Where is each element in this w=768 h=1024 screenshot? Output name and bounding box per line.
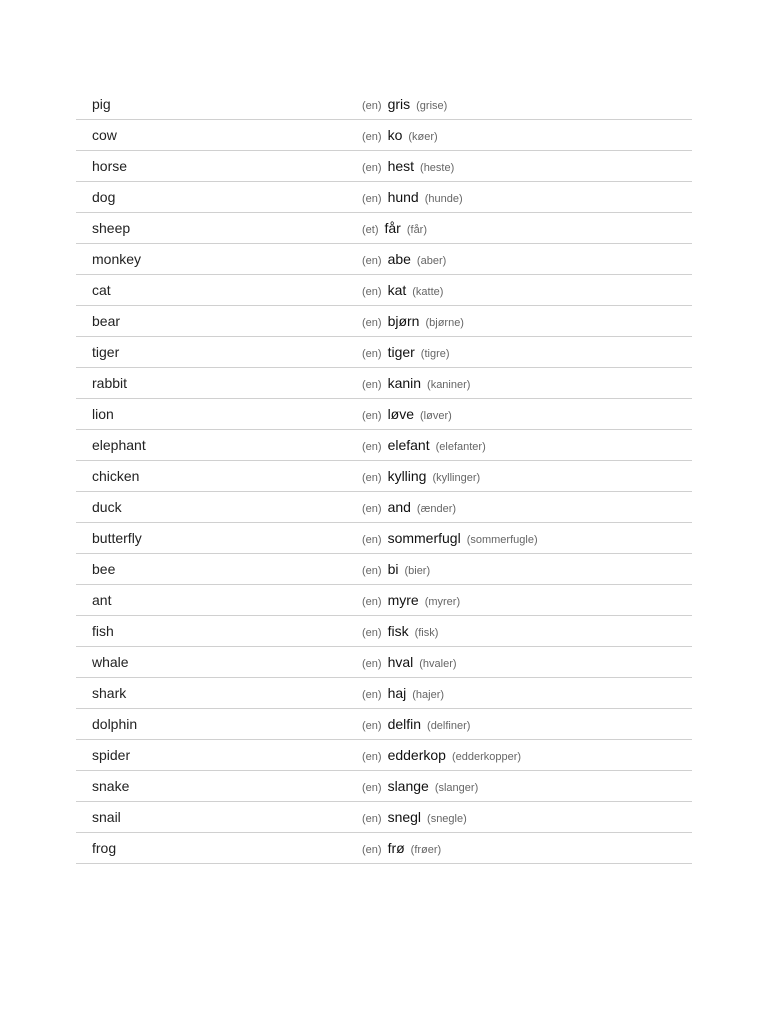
danish-word: får [384, 220, 401, 236]
danish-entry [362, 313, 464, 331]
danish-word: sommerfugl [387, 530, 461, 546]
grammatical-gender: (en) [362, 658, 382, 670]
danish-entry [362, 468, 480, 486]
danish-word: hest [387, 158, 415, 174]
danish-word: kylling [387, 468, 427, 484]
danish-word: bjørn [387, 313, 420, 329]
plural-form: (hunde) [424, 193, 463, 205]
english-word: tiger [92, 344, 120, 360]
danish-entry [362, 251, 446, 269]
plural-form: (bier) [404, 565, 431, 577]
danish-word: fisk [387, 623, 409, 639]
plural-form: (sommerfugle) [466, 534, 538, 546]
grammatical-gender: (en) [362, 596, 382, 608]
english-word: dolphin [92, 716, 138, 732]
danish-entry [362, 406, 452, 424]
english-word: shark [92, 685, 127, 701]
danish-entry [362, 344, 450, 362]
grammatical-gender: (en) [362, 627, 382, 639]
grammatical-gender: (en) [362, 410, 382, 422]
danish-entry [362, 592, 460, 610]
english-word: sheep [92, 220, 131, 236]
english-word: cow [92, 127, 117, 143]
plural-form: (frøer) [410, 844, 442, 856]
danish-entry [362, 220, 427, 238]
danish-word: myre [387, 592, 419, 608]
table-row [76, 771, 692, 802]
plural-form: (tigre) [420, 348, 450, 360]
plural-form: (fisk) [414, 627, 439, 639]
table-row [76, 89, 692, 120]
danish-word: kat [387, 282, 407, 298]
danish-word: elefant [387, 437, 430, 453]
table-row [76, 337, 692, 368]
table-row [76, 213, 692, 244]
danish-entry [362, 499, 456, 517]
grammatical-gender: (en) [362, 348, 382, 360]
plural-form: (hajer) [412, 689, 445, 701]
table-row [76, 492, 692, 523]
table-row [76, 151, 692, 182]
danish-entry [362, 623, 438, 641]
danish-entry [362, 809, 467, 827]
plural-form: (aber) [416, 255, 447, 267]
table-row [76, 523, 692, 554]
danish-entry [362, 375, 470, 393]
grammatical-gender: (en) [362, 100, 382, 112]
danish-entry [362, 282, 443, 300]
english-word: pig [92, 96, 111, 112]
danish-word: hund [387, 189, 419, 205]
danish-word: frø [387, 840, 405, 856]
table-row [76, 182, 692, 213]
english-word: fish [92, 623, 114, 639]
grammatical-gender: (en) [362, 441, 382, 453]
plural-form: (slanger) [434, 782, 479, 794]
plural-form: (heste) [420, 162, 455, 174]
grammatical-gender: (en) [362, 720, 382, 732]
table-row [76, 647, 692, 678]
english-word: horse [92, 158, 128, 174]
table-row [76, 120, 692, 151]
danish-word: ko [387, 127, 403, 143]
table-row [76, 678, 692, 709]
plural-form: (bjørne) [425, 317, 464, 329]
danish-word: gris [387, 96, 411, 112]
plural-form: (køer) [408, 131, 438, 143]
grammatical-gender: (en) [362, 193, 382, 205]
grammatical-gender: (en) [362, 534, 382, 546]
danish-entry [362, 561, 430, 579]
english-word: frog [92, 840, 117, 856]
grammatical-gender: (en) [362, 379, 382, 391]
table-row [76, 244, 692, 275]
danish-entry [362, 840, 441, 858]
danish-word: haj [387, 685, 407, 701]
danish-word: løve [387, 406, 415, 422]
grammatical-gender: (en) [362, 844, 382, 856]
danish-word: and [387, 499, 411, 515]
grammatical-gender: (et) [362, 224, 379, 236]
english-word: snake [92, 778, 130, 794]
danish-entry [362, 96, 447, 114]
plural-form: (elefanter) [435, 441, 486, 453]
table-row [76, 740, 692, 771]
english-word: ant [92, 592, 112, 608]
danish-entry [362, 716, 470, 734]
plural-form: (snegle) [427, 813, 467, 825]
english-word: chicken [92, 468, 140, 484]
english-word: bee [92, 561, 116, 577]
grammatical-gender: (en) [362, 689, 382, 701]
danish-word: slange [387, 778, 429, 794]
danish-entry [362, 654, 457, 672]
table-row [76, 554, 692, 585]
vocabulary-table [76, 89, 692, 864]
table-row [76, 275, 692, 306]
english-word: dog [92, 189, 116, 205]
english-word: spider [92, 747, 131, 763]
table-row [76, 461, 692, 492]
grammatical-gender: (en) [362, 286, 382, 298]
danish-word: edderkop [387, 747, 446, 763]
plural-form: (ænder) [416, 503, 457, 515]
table-row [76, 616, 692, 647]
english-word: cat [92, 282, 111, 298]
plural-form: (delfiner) [427, 720, 471, 732]
english-word: whale [92, 654, 129, 670]
danish-entry [362, 747, 521, 765]
danish-word: bi [387, 561, 399, 577]
grammatical-gender: (en) [362, 131, 382, 143]
english-word: monkey [92, 251, 142, 267]
danish-entry [362, 127, 438, 145]
plural-form: (katte) [412, 286, 444, 298]
english-word: duck [92, 499, 122, 515]
plural-form: (kyllinger) [432, 472, 481, 484]
plural-form: (løver) [420, 410, 452, 422]
danish-entry [362, 778, 478, 796]
table-row [76, 430, 692, 461]
plural-form: (får) [406, 224, 428, 236]
grammatical-gender: (en) [362, 782, 382, 794]
danish-word: abe [387, 251, 411, 267]
plural-form: (hvaler) [419, 658, 457, 670]
danish-word: delfin [387, 716, 422, 732]
table-row [76, 306, 692, 337]
danish-word: snegl [387, 809, 422, 825]
grammatical-gender: (en) [362, 317, 382, 329]
danish-word: kanin [387, 375, 422, 391]
table-row [76, 399, 692, 430]
grammatical-gender: (en) [362, 472, 382, 484]
grammatical-gender: (en) [362, 565, 382, 577]
danish-entry [362, 158, 454, 176]
table-row [76, 368, 692, 399]
grammatical-gender: (en) [362, 162, 382, 174]
grammatical-gender: (en) [362, 813, 382, 825]
english-word: rabbit [92, 375, 128, 391]
danish-entry [362, 530, 538, 548]
grammatical-gender: (en) [362, 503, 382, 515]
table-row [76, 585, 692, 616]
english-word: snail [92, 809, 121, 825]
plural-form: (kaniner) [427, 379, 471, 391]
grammatical-gender: (en) [362, 751, 382, 763]
danish-word: tiger [387, 344, 415, 360]
table-row [76, 802, 692, 833]
grammatical-gender: (en) [362, 255, 382, 267]
danish-word: hval [387, 654, 414, 670]
table-row [76, 709, 692, 740]
plural-form: (edderkopper) [451, 751, 522, 763]
danish-entry [362, 437, 486, 455]
danish-entry [362, 685, 444, 703]
english-word: lion [92, 406, 114, 422]
plural-form: (grise) [416, 100, 448, 112]
plural-form: (myrer) [424, 596, 461, 608]
english-word: bear [92, 313, 121, 329]
table-row [76, 833, 692, 864]
danish-entry [362, 189, 463, 207]
english-word: butterfly [92, 530, 142, 546]
english-word: elephant [92, 437, 146, 453]
